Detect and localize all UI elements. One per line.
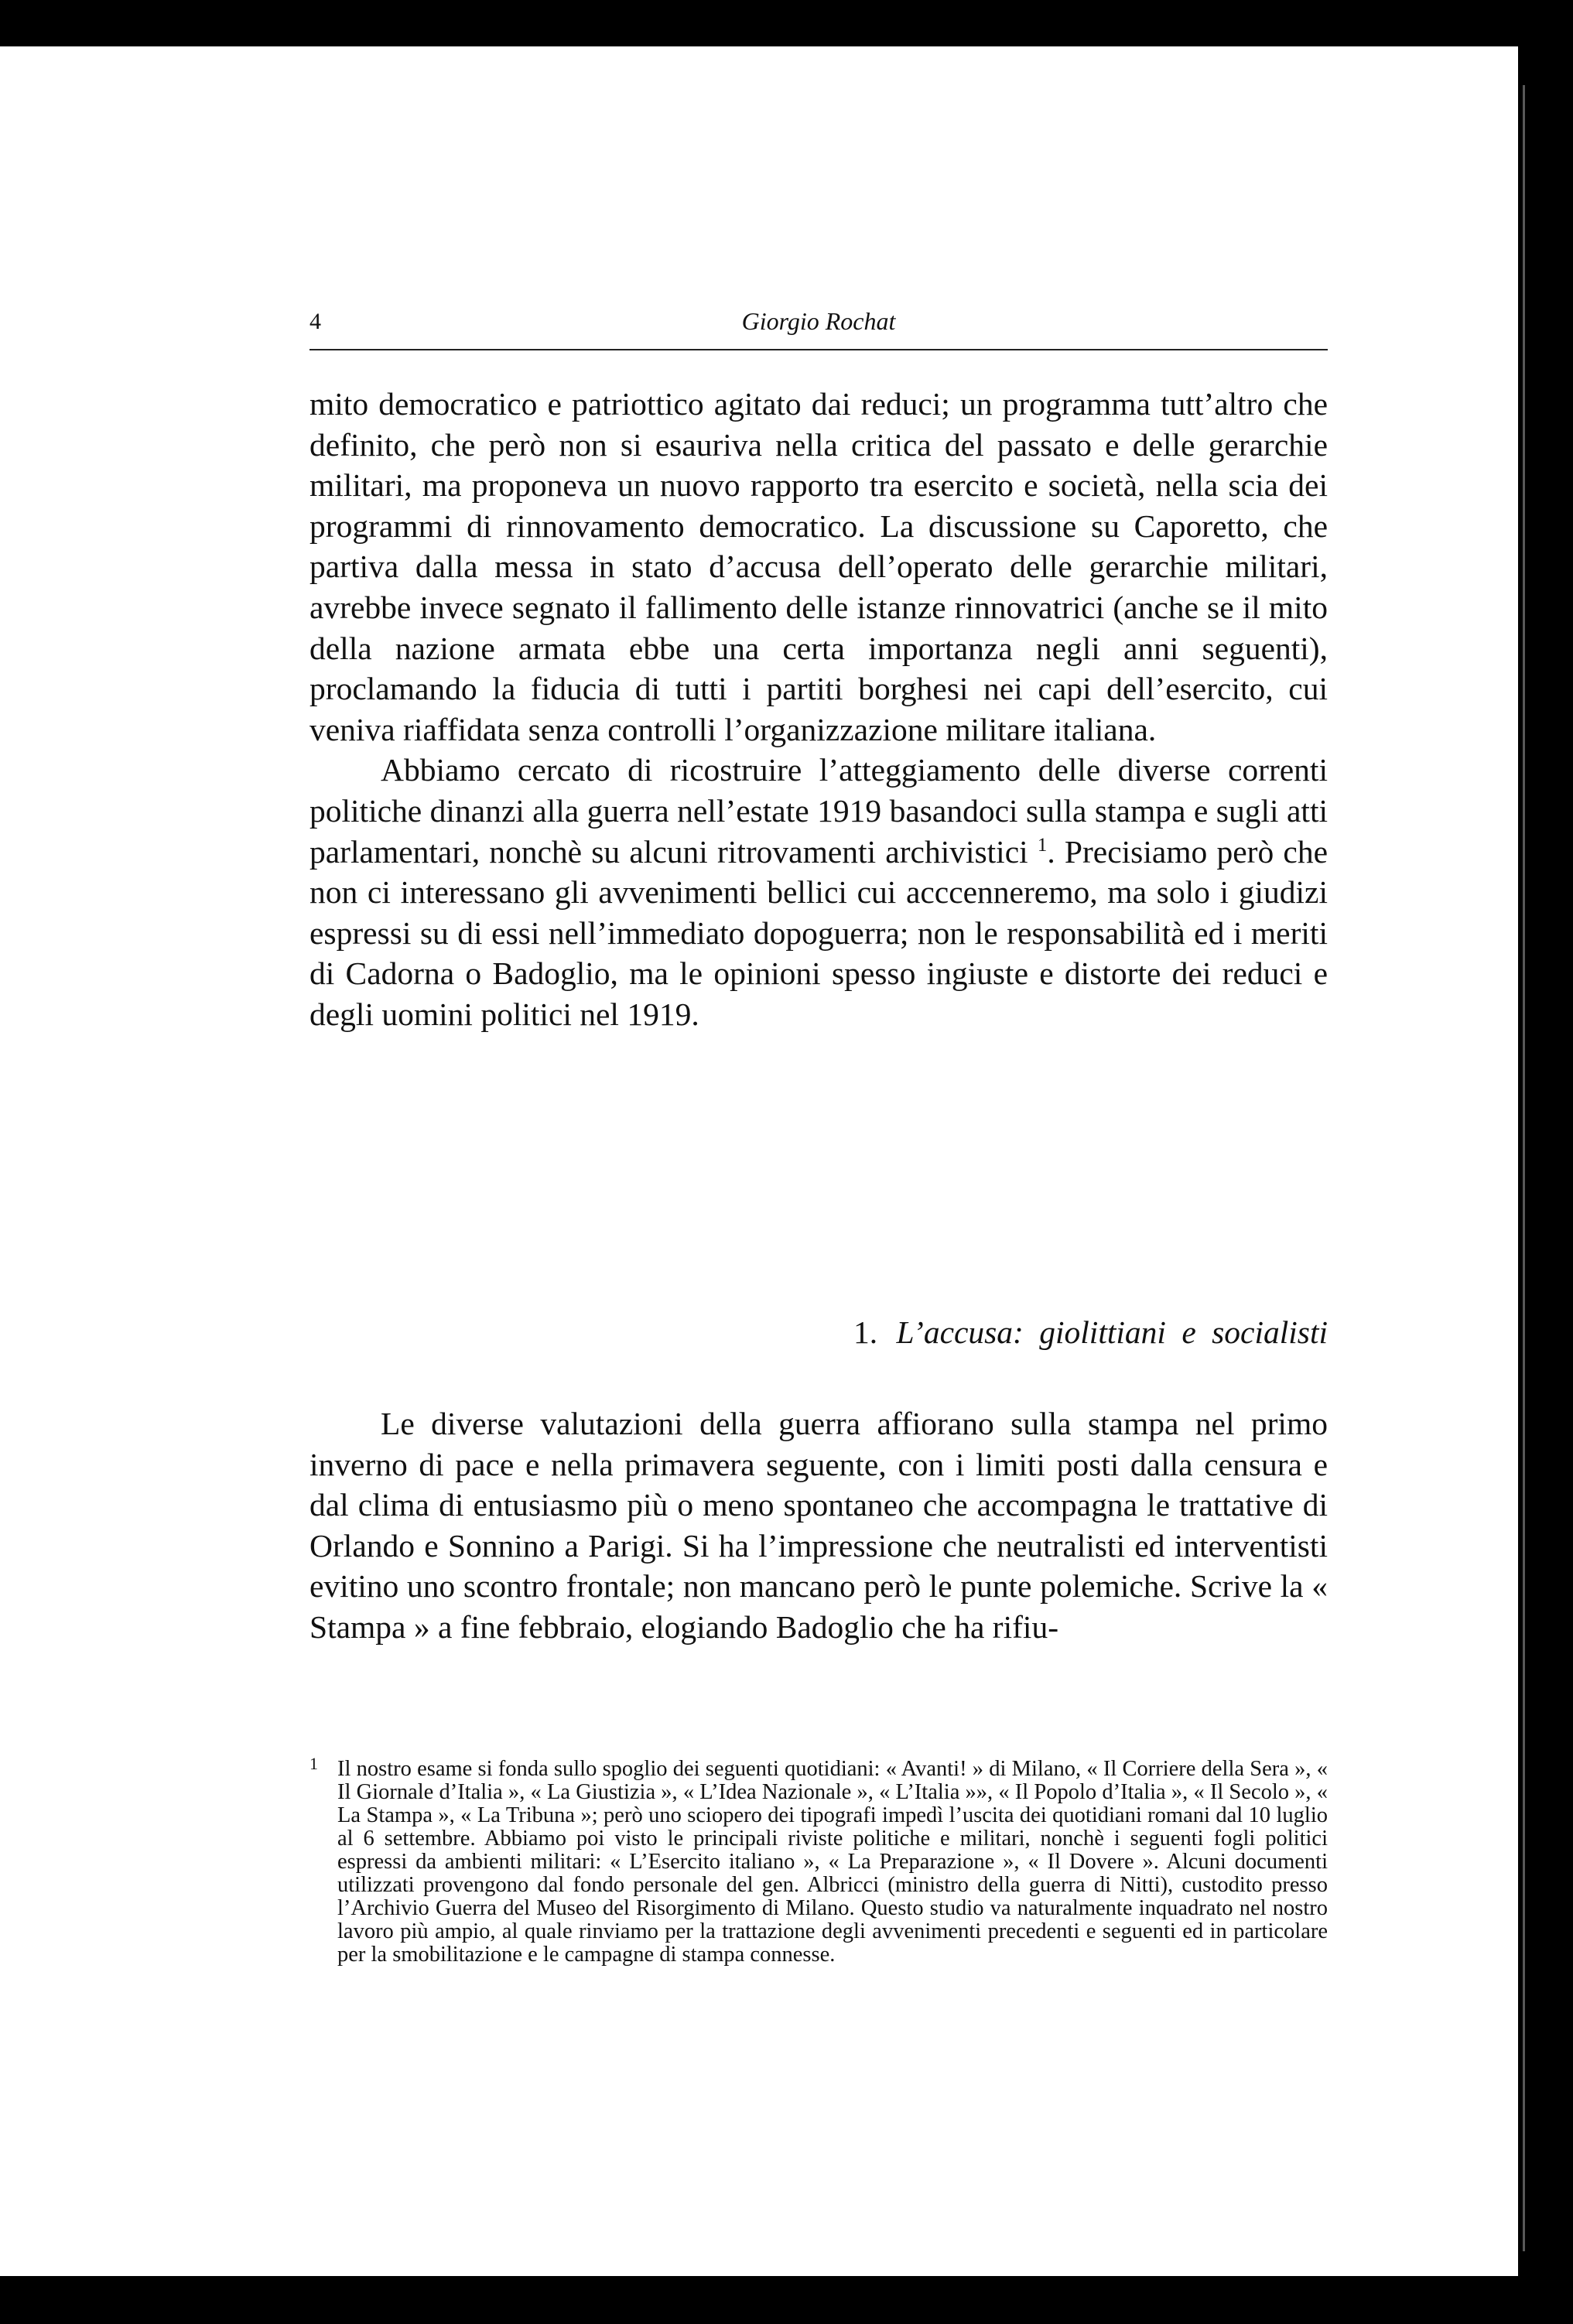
section-number: 1. [853,1314,878,1350]
section-heading [309,1312,1328,1352]
scan-border [1518,46,1573,2276]
section-title: L’accusa: giolittiani e socialisti [896,1314,1328,1350]
paragraph-2-part-2: . Precisiamo però che non ci interessano gli avvenimenti bellici cui acccenneremo, ma solo i giudizi espressi su di essi nell’immediato dopoguerra; non le responsabilità ed i meriti di Cadorna o Badoglio, ma le opinioni spesso ingiuste e distorte dei reduci e degli uomini politici nel 1919. [309,833,1329,1032]
running-title: Giorgio Rochat [741,307,896,335]
book-page [0,46,1518,2276]
header-rule [309,349,1328,350]
footnotes [309,1752,1328,1967]
paragraph-2-part-1: Abbiamo cercato di ricostruire l’atteggiamento delle diverse correnti politiche dinanzi alla guerra nell’estate 1919 basandoci sulla stampa e sugli atti parlamentari, nonchè su alcuni ritrovamenti archivistici [309,752,1328,870]
main-text [309,384,1328,1035]
section-paragraph: Le diverse valutazioni della guerra affiorano sulla stampa nel primo inverno di pace e nella primavera seguente, con i limiti posti dalla censura e dal clima di entusiasmo più o meno spontaneo che accompagna le trattative di Orlando e Sonnino a Parigi. Si ha l’impressione che neutralisti ed interventisti evitino uno scontro frontale; non mancano però le punte polemiche. Scrive la « Stampa » a fine febbraio, elogiando Badoglio che ha rifiu- [309,1406,1328,1645]
footnote [309,1752,1328,1967]
page-header [309,301,1328,347]
footnote-reference: 1 [1037,834,1048,856]
paragraph-1: mito democratico e patriottico agitato dai reduci; un programma tutt’altro che definito, che però non si esauriva nella critica del passato e delle gerarchie militari, ma proponeva un nuovo rapporto tra esercito e società, nella scia dei programmi di rinnovamento democratico. La discussione su Caporetto, che partiva dalla messa in stato d’accusa dell’operato delle gerarchie militari, avrebbe invece segnato il fallimento delle istanze rinnovatrici (anche se il mito della nazione armata ebbe una certa importanza negli anni seguenti), proclamando la fiducia di tutti i partiti borghesi nei capi dell’esercito, cui veniva riaffidata senza controlli l’organizzazione militare italiana. [309,386,1328,747]
paragraph-2 [309,750,1328,1034]
scan-edge-line [1523,85,1525,2251]
section-text [309,1403,1328,1648]
footnote-mark: 1 [309,1754,318,1773]
footnote-text: Il nostro esame si fonda sullo spoglio dei seguenti quotidiani: « Avanti! » di Milano, « Il Corriere della Sera », « Il Giornale d’Italia », « La Giustizia », « L’Idea Nazionale », « L’Italia »», « Il Popolo d’Italia », « Il Secolo », « La Stampa », « La Tribuna »; però uno sciopero dei tipografi impedì l’uscita dei quotidiani romani dal 10 luglio al 6 settembre. Abbiamo poi visto le principali riviste politiche e militari, nonchè i seguenti fogli politici espressi da ambienti militari: « L’Esercito italiano », « La Preparazione », « Il Dovere ». Alcuni documenti utilizzati provengono dal fondo personale del gen. Albricci (ministro della guerra di Nitti), custodito presso l’Archivio Guerra del Museo del Risorgimento di Milano. Questo studio va naturalmente inquadrato nel nostro lavoro più ampio, al quale rinviamo per la trattazione degli avvenimenti precedenti e seguenti ed in particolare per la smobilitazione e le campagne di stampa connesse. [337,1757,1328,1967]
page-number: 4 [309,309,321,334]
